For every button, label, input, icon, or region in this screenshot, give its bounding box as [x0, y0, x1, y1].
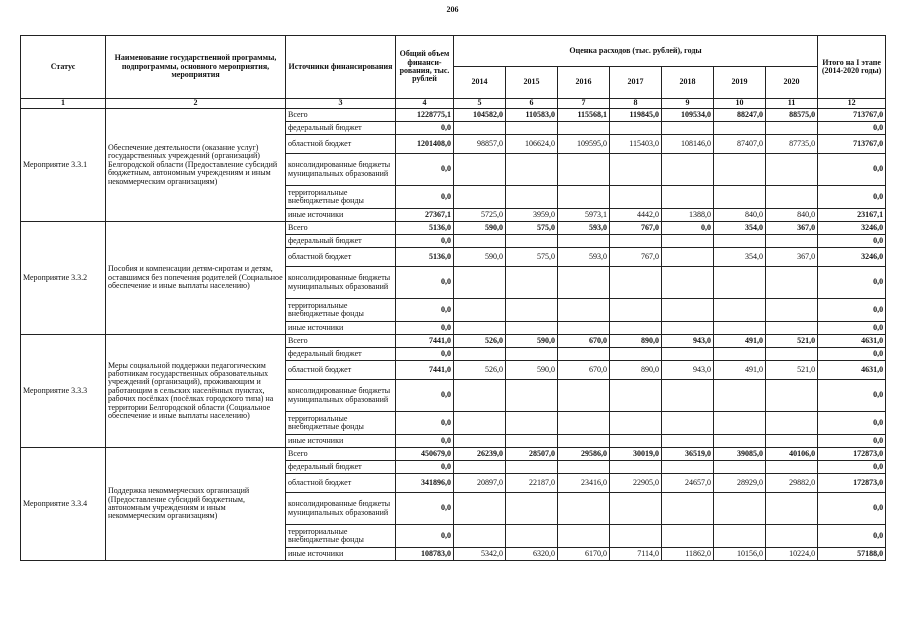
year-cell: 491,0 [714, 335, 766, 348]
year-cell [662, 380, 714, 412]
year-cell [610, 435, 662, 448]
year-cell: 108146,0 [662, 135, 714, 154]
year-cell [454, 412, 506, 435]
page-number: 206 [446, 5, 459, 14]
year-cell [506, 154, 558, 186]
year-cell [454, 493, 506, 525]
total-cell: 0,0 [396, 412, 454, 435]
year-cell [454, 122, 506, 135]
block-status: Мероприятие 3.3.1 [21, 109, 106, 222]
year-cell [714, 154, 766, 186]
stage-total-cell: 0,0 [818, 322, 886, 335]
year-cell: 670,0 [558, 361, 610, 380]
year-cell: 22187,0 [506, 474, 558, 493]
source-label: иные источники [286, 322, 396, 335]
block-status: Мероприятие 3.3.4 [21, 448, 106, 561]
budget-row [21, 109, 886, 122]
source-label: иные источники [286, 209, 396, 222]
year-cell [662, 154, 714, 186]
year-cell [610, 299, 662, 322]
year-cell: 367,0 [766, 248, 818, 267]
year-cell [766, 380, 818, 412]
source-label: иные источники [286, 548, 396, 561]
year-cell: 670,0 [558, 335, 610, 348]
year-cell [558, 299, 610, 322]
year-cell: 840,0 [714, 209, 766, 222]
source-label: Всего [286, 448, 396, 461]
year-cell [610, 348, 662, 361]
total-cell: 0,0 [396, 493, 454, 525]
year-cell: 943,0 [662, 361, 714, 380]
year-cell: 890,0 [610, 335, 662, 348]
stage-total-cell: 0,0 [818, 435, 886, 448]
year-cell [506, 235, 558, 248]
source-label: Всего [286, 109, 396, 122]
budget-row [21, 335, 886, 348]
total-cell: 0,0 [396, 322, 454, 335]
year-cell: 593,0 [558, 248, 610, 267]
total-cell: 0,0 [396, 154, 454, 186]
stage-total-cell: 0,0 [818, 267, 886, 299]
year-cell: 88247,0 [714, 109, 766, 122]
total-cell: 341896,0 [396, 474, 454, 493]
year-cell: 5342,0 [454, 548, 506, 561]
year-cell [662, 348, 714, 361]
stage-total-cell: 0,0 [818, 380, 886, 412]
stage-total-cell: 0,0 [818, 493, 886, 525]
column-index: 12 [818, 99, 886, 109]
year-cell [506, 461, 558, 474]
year-cell [610, 267, 662, 299]
budget-table [20, 35, 886, 561]
year-cell [454, 154, 506, 186]
year-cell [714, 525, 766, 548]
year-cell [558, 122, 610, 135]
source-label: иные источники [286, 435, 396, 448]
year-cell [714, 235, 766, 248]
year-cell [558, 348, 610, 361]
year-cell: 28929,0 [714, 474, 766, 493]
year-cell: 5725,0 [454, 209, 506, 222]
column-index: 9 [662, 99, 714, 109]
year-cell: 491,0 [714, 361, 766, 380]
year-cell: 593,0 [558, 222, 610, 235]
total-cell: 0,0 [396, 348, 454, 361]
year-cell: 29586,0 [558, 448, 610, 461]
year-cell: 590,0 [506, 335, 558, 348]
year-cell: 22905,0 [610, 474, 662, 493]
year-cell [454, 267, 506, 299]
year-cell [454, 322, 506, 335]
year-cell [558, 235, 610, 248]
header-year: 2015 [506, 67, 558, 99]
year-cell: 3959,0 [506, 209, 558, 222]
column-index: 8 [610, 99, 662, 109]
year-cell [766, 322, 818, 335]
year-cell: 575,0 [506, 248, 558, 267]
year-cell [714, 461, 766, 474]
year-cell [766, 122, 818, 135]
block-status: Мероприятие 3.3.2 [21, 222, 106, 335]
year-cell [558, 412, 610, 435]
year-cell: 24657,0 [662, 474, 714, 493]
year-cell: 30019,0 [610, 448, 662, 461]
year-cell: 109534,0 [662, 109, 714, 122]
header-total: Общий объем финанси-рования, тыс. рублей [396, 36, 454, 99]
total-cell: 0,0 [396, 235, 454, 248]
year-cell: 36519,0 [662, 448, 714, 461]
stage-total-cell: 0,0 [818, 412, 886, 435]
header-year: 2016 [558, 67, 610, 99]
year-cell: 106624,0 [506, 135, 558, 154]
source-label: федеральный бюджет [286, 235, 396, 248]
year-cell [610, 461, 662, 474]
year-cell [506, 299, 558, 322]
year-cell: 4442,0 [610, 209, 662, 222]
year-cell: 28507,0 [506, 448, 558, 461]
year-cell [506, 525, 558, 548]
year-cell [454, 186, 506, 209]
year-cell [558, 525, 610, 548]
stage-total-cell: 713767,0 [818, 135, 886, 154]
total-cell: 0,0 [396, 380, 454, 412]
stage-total-cell: 3246,0 [818, 222, 886, 235]
stage-total-cell: 4631,0 [818, 361, 886, 380]
header-estimate: Оценка расходов (тыс. рублей), годы [454, 36, 818, 67]
stage-total-cell: 0,0 [818, 154, 886, 186]
year-cell [714, 186, 766, 209]
year-cell [714, 435, 766, 448]
year-cell [610, 493, 662, 525]
block-name: Меры социальной поддержки педагогическим работникам государственных образовательных учреждений (организаций), проживающим и работающим в сельских населённых пунктах, рабочих посёлках (посёлках городского типа) на территории Белгородской области (Социальное обеспечение и иные выплаты населению) [106, 335, 286, 448]
year-cell: 840,0 [766, 209, 818, 222]
year-cell: 1388,0 [662, 209, 714, 222]
year-cell [766, 461, 818, 474]
total-cell: 0,0 [396, 435, 454, 448]
year-cell: 354,0 [714, 222, 766, 235]
year-cell [454, 525, 506, 548]
stage-total-cell: 0,0 [818, 525, 886, 548]
year-cell [558, 380, 610, 412]
column-index: 4 [396, 99, 454, 109]
header-year: 2018 [662, 67, 714, 99]
year-cell: 7114,0 [610, 548, 662, 561]
total-cell: 0,0 [396, 267, 454, 299]
year-cell: 5973,1 [558, 209, 610, 222]
year-cell [558, 493, 610, 525]
source-label: Всего [286, 222, 396, 235]
year-cell [454, 435, 506, 448]
year-cell [506, 412, 558, 435]
year-cell [662, 525, 714, 548]
year-cell [766, 267, 818, 299]
column-index: 3 [286, 99, 396, 109]
source-label: консолидированные бюджеты муниципальных образований [286, 154, 396, 186]
year-cell [714, 122, 766, 135]
year-cell: 88575,0 [766, 109, 818, 122]
year-cell [506, 267, 558, 299]
year-cell: 10224,0 [766, 548, 818, 561]
year-cell: 526,0 [454, 361, 506, 380]
year-cell [662, 461, 714, 474]
total-cell: 0,0 [396, 299, 454, 322]
stage-total-cell: 172873,0 [818, 448, 886, 461]
year-cell [506, 186, 558, 209]
year-cell [506, 493, 558, 525]
year-cell: 6170,0 [558, 548, 610, 561]
source-label: областной бюджет [286, 248, 396, 267]
year-cell [558, 186, 610, 209]
year-cell [558, 322, 610, 335]
year-cell [454, 461, 506, 474]
year-cell: 0,0 [662, 222, 714, 235]
year-cell: 6320,0 [506, 548, 558, 561]
year-cell: 354,0 [714, 248, 766, 267]
year-cell [610, 154, 662, 186]
year-cell [558, 461, 610, 474]
header-year: 2020 [766, 67, 818, 99]
stage-total-cell: 3246,0 [818, 248, 886, 267]
year-cell: 110583,0 [506, 109, 558, 122]
stage-total-cell: 23167,1 [818, 209, 886, 222]
block-name: Поддержка некоммерческих организаций (Предоставление субсидий бюджетным, автономным учреждениям и иным некоммерческим организациям) [106, 448, 286, 561]
total-cell: 7441,0 [396, 361, 454, 380]
total-cell: 1201408,0 [396, 135, 454, 154]
year-cell: 767,0 [610, 222, 662, 235]
year-cell [454, 299, 506, 322]
year-cell: 40106,0 [766, 448, 818, 461]
total-cell: 0,0 [396, 186, 454, 209]
year-cell: 767,0 [610, 248, 662, 267]
column-index: 1 [21, 99, 106, 109]
year-cell: 98857,0 [454, 135, 506, 154]
year-cell: 115403,0 [610, 135, 662, 154]
header-year: 2017 [610, 67, 662, 99]
source-label: консолидированные бюджеты муниципальных образований [286, 493, 396, 525]
column-index: 7 [558, 99, 610, 109]
year-cell [766, 235, 818, 248]
year-cell: 26239,0 [454, 448, 506, 461]
source-label: территориальные внебюджетные фонды [286, 186, 396, 209]
year-cell [506, 435, 558, 448]
header-status: Статус [21, 36, 106, 99]
header-year: 2014 [454, 67, 506, 99]
year-cell: 20897,0 [454, 474, 506, 493]
year-cell: 87407,0 [714, 135, 766, 154]
total-cell: 5136,0 [396, 222, 454, 235]
year-cell: 890,0 [610, 361, 662, 380]
year-cell: 590,0 [454, 248, 506, 267]
year-cell [766, 186, 818, 209]
column-index: 5 [454, 99, 506, 109]
budget-row [21, 448, 886, 461]
year-cell: 590,0 [506, 361, 558, 380]
stage-total-cell: 172873,0 [818, 474, 886, 493]
source-label: федеральный бюджет [286, 348, 396, 361]
year-cell: 39085,0 [714, 448, 766, 461]
block-name: Пособия и компенсации детям-сиротам и детям, оставшимся без попечения родителей (Социальное обеспечение и иные выплаты населению) [106, 222, 286, 335]
year-cell [766, 348, 818, 361]
column-index: 10 [714, 99, 766, 109]
year-cell: 23416,0 [558, 474, 610, 493]
total-cell: 7441,0 [396, 335, 454, 348]
year-cell [506, 122, 558, 135]
year-cell: 104582,0 [454, 109, 506, 122]
year-cell [714, 493, 766, 525]
year-cell: 29882,0 [766, 474, 818, 493]
stage-total-cell: 713767,0 [818, 109, 886, 122]
year-cell [506, 380, 558, 412]
year-cell [766, 412, 818, 435]
year-cell [662, 235, 714, 248]
year-cell: 521,0 [766, 361, 818, 380]
year-cell [610, 322, 662, 335]
year-cell [714, 348, 766, 361]
year-cell: 119845,0 [610, 109, 662, 122]
year-cell [558, 435, 610, 448]
header-name: Наименование государственной программы, подпрограммы, основного мероприятия, мероприятия [106, 36, 286, 99]
year-cell: 575,0 [506, 222, 558, 235]
year-cell [454, 235, 506, 248]
year-cell: 943,0 [662, 335, 714, 348]
stage-total-cell: 0,0 [818, 348, 886, 361]
source-label: федеральный бюджет [286, 122, 396, 135]
source-label: консолидированные бюджеты муниципальных образований [286, 380, 396, 412]
source-label: территориальные внебюджетные фонды [286, 412, 396, 435]
total-cell: 0,0 [396, 461, 454, 474]
stage-total-cell: 0,0 [818, 186, 886, 209]
year-cell [506, 348, 558, 361]
total-cell: 27367,1 [396, 209, 454, 222]
stage-total-cell: 0,0 [818, 299, 886, 322]
year-cell [610, 380, 662, 412]
year-cell [662, 186, 714, 209]
year-cell [766, 299, 818, 322]
source-label: федеральный бюджет [286, 461, 396, 474]
year-cell [714, 267, 766, 299]
source-label: территориальные внебюджетные фонды [286, 299, 396, 322]
year-cell: 87735,0 [766, 135, 818, 154]
year-cell: 109595,0 [558, 135, 610, 154]
stage-total-cell: 0,0 [818, 235, 886, 248]
year-cell [766, 493, 818, 525]
year-cell [610, 525, 662, 548]
year-cell [610, 186, 662, 209]
total-cell: 0,0 [396, 122, 454, 135]
year-cell [662, 493, 714, 525]
stage-total-cell: 0,0 [818, 122, 886, 135]
header-sources: Источники финансирования [286, 36, 396, 99]
year-cell [506, 322, 558, 335]
stage-total-cell: 4631,0 [818, 335, 886, 348]
year-cell [662, 435, 714, 448]
column-index: 11 [766, 99, 818, 109]
year-cell [766, 525, 818, 548]
total-cell: 0,0 [396, 525, 454, 548]
year-cell: 521,0 [766, 335, 818, 348]
source-label: областной бюджет [286, 135, 396, 154]
year-cell [558, 154, 610, 186]
year-cell [662, 122, 714, 135]
year-cell: 10156,0 [714, 548, 766, 561]
year-cell: 115568,1 [558, 109, 610, 122]
year-cell [714, 299, 766, 322]
year-cell [610, 235, 662, 248]
year-cell: 526,0 [454, 335, 506, 348]
header-stage-total: Итого на I этапе (2014-2020 годы) [818, 36, 886, 99]
year-cell [662, 267, 714, 299]
year-cell [662, 412, 714, 435]
source-label: областной бюджет [286, 474, 396, 493]
year-cell: 590,0 [454, 222, 506, 235]
year-cell [610, 412, 662, 435]
block-name: Обеспечение деятельности (оказание услуг) государственных учреждений (организаций) Белгородской области (Предоставление субсидий бюджетным, автономным учреждениям и иным некоммерческим организациям) [106, 109, 286, 222]
year-cell [714, 412, 766, 435]
source-label: территориальные внебюджетные фонды [286, 525, 396, 548]
year-cell [662, 248, 714, 267]
year-cell [766, 154, 818, 186]
total-cell: 1228775,1 [396, 109, 454, 122]
year-cell [558, 267, 610, 299]
source-label: консолидированные бюджеты муниципальных образований [286, 267, 396, 299]
stage-total-cell: 0,0 [818, 461, 886, 474]
source-label: областной бюджет [286, 361, 396, 380]
total-cell: 5136,0 [396, 248, 454, 267]
year-cell [610, 122, 662, 135]
source-label: Всего [286, 335, 396, 348]
budget-row [21, 222, 886, 235]
year-cell [662, 322, 714, 335]
year-cell: 11862,0 [662, 548, 714, 561]
year-cell: 367,0 [766, 222, 818, 235]
header-year: 2019 [714, 67, 766, 99]
year-cell [766, 435, 818, 448]
column-index: 6 [506, 99, 558, 109]
total-cell: 450679,0 [396, 448, 454, 461]
total-cell: 108783,0 [396, 548, 454, 561]
budget-body [21, 109, 886, 561]
year-cell [454, 348, 506, 361]
year-cell [714, 322, 766, 335]
year-cell [662, 299, 714, 322]
stage-total-cell: 57188,0 [818, 548, 886, 561]
block-status: Мероприятие 3.3.3 [21, 335, 106, 448]
year-cell [454, 380, 506, 412]
year-cell [714, 380, 766, 412]
column-index: 2 [106, 99, 286, 109]
